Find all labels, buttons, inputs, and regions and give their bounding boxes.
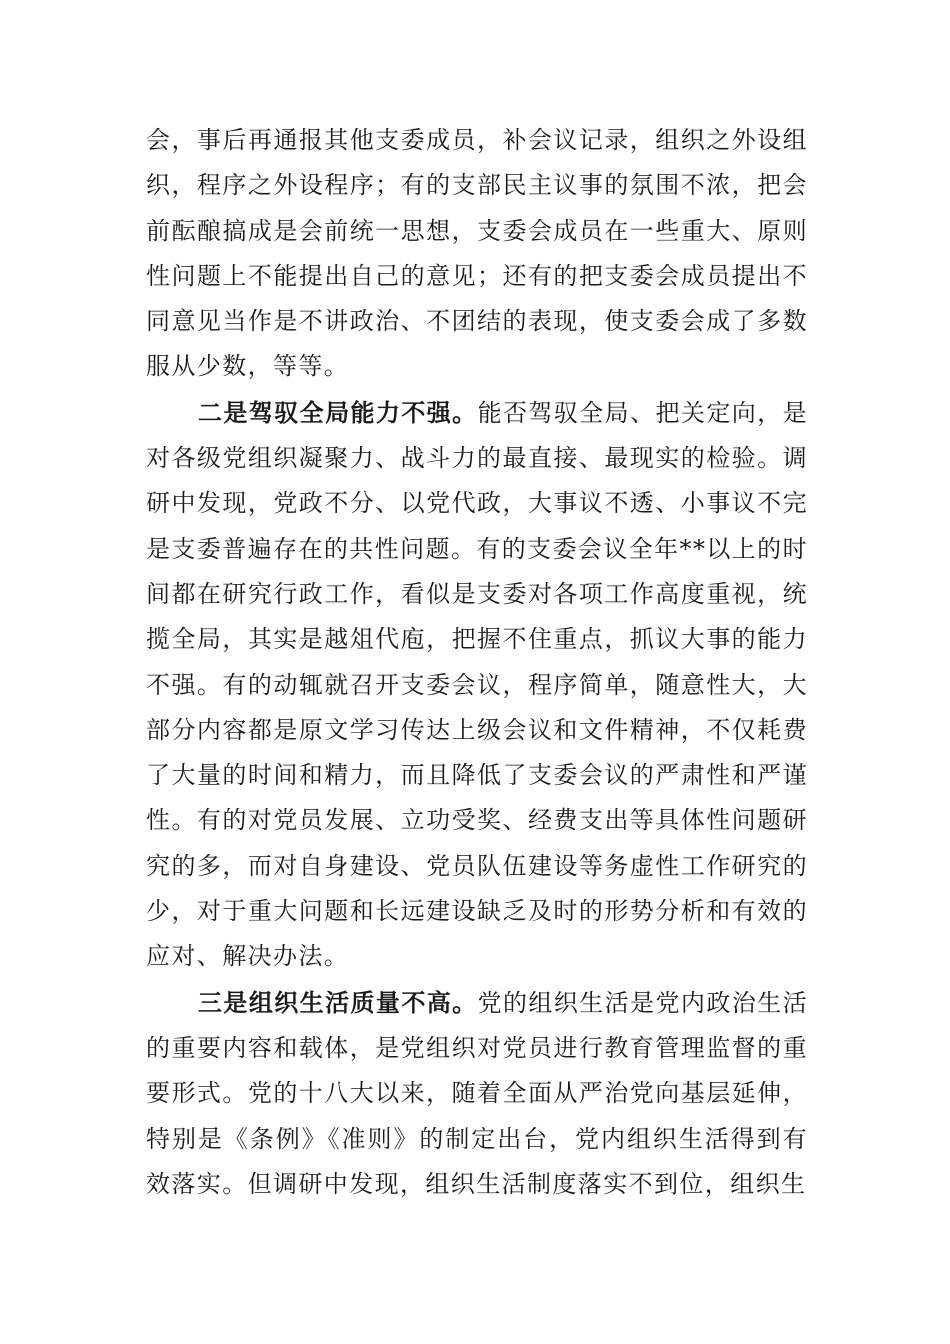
paragraph-continuation <box>146 118 808 390</box>
paragraph-lead-heading: 二是驾驭全局能力不强。 <box>198 397 478 427</box>
document-body <box>146 118 808 1207</box>
paragraph-text: 党的组织生活是党内政治生活的重要内容和载体，是党组织对党员进行教育管理监督的重要形式。党的十八大以来，随着全面从严治党向基层延伸，特别是《条例》《准则》的制定出台，党内组织生活得到有效落实。但调研中发现，组织生活制度落实不到位，组织生 <box>146 988 808 1198</box>
paragraph-text: 能否驾驭全局、把关定向，是对各级党组织凝聚力、战斗力的最直接、最现实的检验。调研中发现，党政不分、以党代政，大事议不透、小事议不完是支委普遍存在的共性问题。有的支委会议全年**以上的时间都在研究行政工作，看似是支委对各项工作高度重视，统揽全局，其实是越俎代庖，把握不住重点，抓议大事的能力不强。有的动辄就召开支委会议，程序简单，随意性大，大部分内容都是原文学习传达上级会议和文件精神，不仅耗费了大量的时间和精力，而且降低了支委会议的严肃性和严谨性。有的对党员发展、立功受奖、经费支出等具体性问题研究的多，而对自身建设、党员队伍建设等务虚性工作研究的少，对于重大问题和长远建设缺乏及时的形势分析和有效的应对、解决办法。 <box>146 398 808 971</box>
paragraph-control-ability <box>146 390 808 980</box>
paragraph-text: 会，事后再通报其他支委成员，补会议记录，组织之外设组织，程序之外设程序；有的支部民主议事的氛围不浓，把会前酝酿搞成是会前统一思想，支委会成员在一些重大、原则性问题上不能提出自己的意见；还有的把支委会成员提出不同意见当作是不讲政治、不团结的表现，使支委会成了多数服从少数，等等。 <box>146 126 808 381</box>
paragraph-organization-life <box>146 980 808 1207</box>
paragraph-lead-heading: 三是组织生活质量不高。 <box>198 987 478 1017</box>
